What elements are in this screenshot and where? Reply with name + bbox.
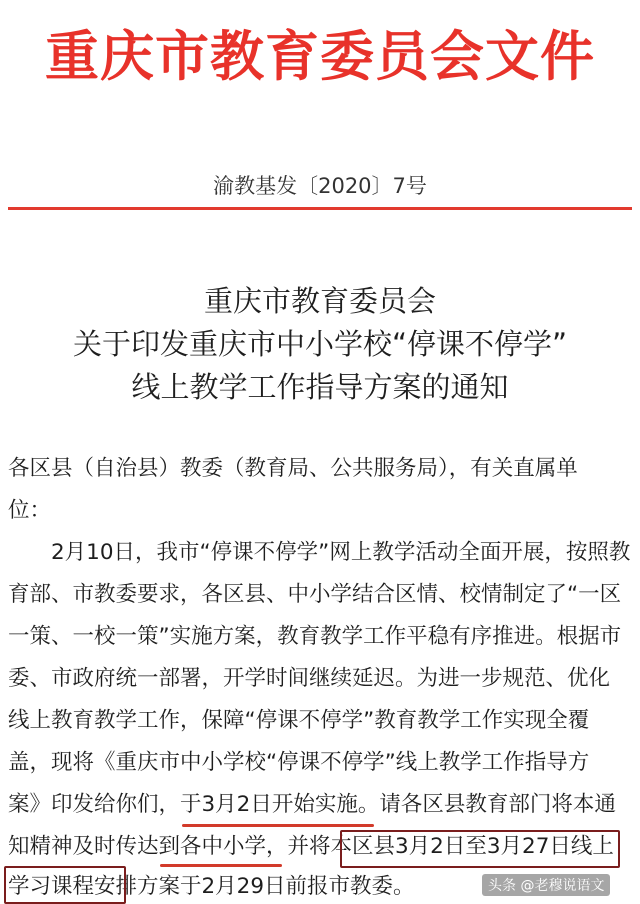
notice-title-line-1: 重庆市教育委员会 xyxy=(203,284,436,318)
body-line-3: 一策、一校一策”实施方案，教育教学工作平稳有序推进。根据市 xyxy=(8,624,622,649)
body-line-2: 育部、市教委要求，各区县、中小学结合区情、校情制定了“一区 xyxy=(8,582,622,607)
body-line-8: 知精神及时传达到各中小学，并将本区县3月2日至3月27日线上 xyxy=(8,834,614,859)
salutation-line-2: 位： xyxy=(8,498,52,523)
notice-title-line-3: 线上教学工作指导方案的通知 xyxy=(131,370,509,404)
body-line-6: 盖，现将《重庆市中小学校“停课不停学”线上教学工作指导方 xyxy=(8,750,590,775)
body-line-9: 学习课程安排方案于2月29日前报市教委。 xyxy=(8,874,415,899)
salutation-line-1: 各区县（自治县）教委（教育局、公共服务局），有关直属单 xyxy=(8,456,578,481)
body-line-4: 委、市政府统一部署，开学时间继续延迟。为进一步规范、优化 xyxy=(8,666,611,691)
body-line-5: 线上教育教学工作，保障“停课不停学”教育教学工作实现全覆 xyxy=(8,708,590,733)
body-line-1: 2月10日，我市“停课不停学”网上教学活动全面开展，按照教 xyxy=(8,540,631,565)
document-number: 渝教基发〔2020〕7号 xyxy=(213,174,427,198)
document-header-title: 重庆市教育委员会文件 xyxy=(45,24,595,88)
underline-schools xyxy=(160,864,282,867)
box-date-range xyxy=(340,830,620,868)
body-line-7: 案》印发给你们，于3月2日开始实施。请各区县教育部门将本通 xyxy=(8,792,616,817)
watermark-label: 头条 @老穆说语文 xyxy=(482,874,610,896)
underline-start-date xyxy=(182,824,374,827)
header-red-rule xyxy=(8,207,632,210)
box-study-course xyxy=(4,866,126,904)
notice-title-line-2: 关于印发重庆市中小学校“停课不停学” xyxy=(72,327,568,361)
